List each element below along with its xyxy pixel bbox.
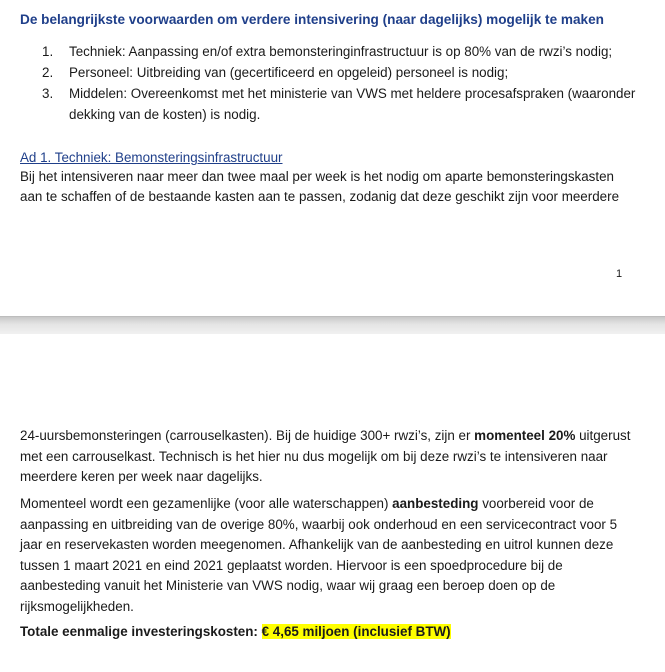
list-number: 3. bbox=[42, 86, 54, 101]
total-cost-line bbox=[20, 622, 640, 643]
document-page-1 bbox=[0, 0, 665, 316]
page-number: 1 bbox=[616, 268, 623, 280]
total-cost-label: Totale eenmalige investeringskosten: bbox=[20, 624, 262, 639]
requirement-text: Personeel: Uitbreiding van (gecertificeerd en opgeleid) personeel is nodig; bbox=[69, 65, 509, 80]
paragraph-text: Momenteel wordt een gezamenlijke (voor alle waterschappen) bbox=[20, 496, 393, 511]
requirement-text: Middelen: Overeenkomst met het ministerie van VWS met heldere procesafspraken (waaronder dekking van de kosten) is nodig. bbox=[69, 86, 636, 122]
body-paragraph bbox=[20, 494, 640, 617]
total-cost-value: € 4,65 miljoen (inclusief BTW) bbox=[261, 624, 451, 639]
bold-text: momenteel 20% bbox=[474, 428, 576, 443]
paragraph-text: 24-uursbemonsteringen (carrouselkasten). Bij de huidige 300+ rwzi’s, zijn er bbox=[20, 428, 475, 443]
requirement-text: Techniek: Aanpassing en/of extra bemonsteringinfrastructuur is op 80% van de rwzi’s nodig; bbox=[69, 44, 613, 59]
list-number: 1. bbox=[42, 44, 54, 59]
paragraph-text: uitgerust met een carrouselkast. Technisch is het hier nu dus mogelijk om bij deze rwzi’s te intensiveren naar meerdere keren per week naar dagelijks. bbox=[20, 428, 631, 484]
requirement-item bbox=[20, 41, 640, 62]
paragraph-text: voorbereid voor de aanpassing en uitbreiding van de overige 80%, waarbij ook onderhoud en een servicecontract voor 5 jaar en reservekasten worden meegenomen. Afhankelijk van de aanbesteding en uitrol kunnen deze tussen 1 maart 2021 en eind 2021 geplaatst worden. Hiervoor is een spoedprocedure bij de aanbesteding vanuit het Ministerie van VWS nodig, waar wij graag een beroep doen op de rijksmogelijkheden. bbox=[20, 496, 618, 614]
body-paragraph bbox=[20, 426, 640, 488]
page-break bbox=[0, 316, 665, 335]
bold-text: aanbesteding bbox=[392, 496, 479, 511]
subsection-heading: Ad 1. Techniek: Bemonsteringsinfrastructuur bbox=[20, 150, 283, 165]
section-heading: De belangrijkste voorwaarden om verdere intensivering (naar dagelijks) mogelijk te maken bbox=[20, 12, 604, 27]
requirement-item bbox=[20, 83, 640, 125]
body-paragraph: Bij het intensiveren naar meer dan twee maal per week is het nodig om aparte bemonsteringskasten aan te schaffen of de bestaande kasten aan te passen, zodanig dat deze geschikt zijn voor meerdere bbox=[20, 169, 620, 204]
document-page-2 bbox=[0, 334, 665, 672]
requirements-list bbox=[20, 41, 640, 125]
requirement-item bbox=[20, 62, 640, 83]
list-number: 2. bbox=[42, 65, 54, 80]
